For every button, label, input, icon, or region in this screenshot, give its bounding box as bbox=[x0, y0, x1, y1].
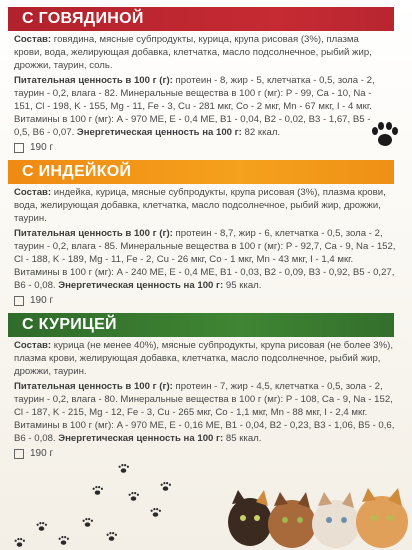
section-body bbox=[0, 31, 412, 154]
weight-label: 190 г bbox=[30, 142, 54, 153]
nutrition-text: Питательная ценность в 100 г (г): протеин - 7, жир - 4,5, клетчатка - 0,5, зола - 2, таурин - 0,2, влага - 80. Минеральные вещества в 100 г (мг): P - 108, Ca - 9, Na - 152, Cl - 187, K - 215, Mg - 12, Fe - 3, Cu - 265 мкг, Co - 1,1 мкг, Mn - 88 мкг, I - 2,4 мкг. Витамины в 100 г (мг): A - 970 МЕ, E - 0,16 МЕ, B1 - 0,04, B2 - 0,23, B3 - 1,06, B5 - 0,6, B6 - 0,08. Энергетическая ценность на 100 г: 85 ккал. bbox=[14, 381, 395, 444]
section-body bbox=[0, 184, 412, 307]
section-title: С ГОВЯДИНОЙ bbox=[8, 7, 394, 31]
kittens-photo bbox=[222, 460, 412, 550]
weight-label: 190 г bbox=[30, 295, 54, 306]
paw-trail-icon bbox=[0, 452, 230, 550]
section-turkey bbox=[0, 160, 412, 307]
nutrition-text: Питательная ценность в 100 г (г): протеин - 8, жир - 5, клетчатка - 0,5, зола - 2, таурин - 0,2, влага - 82. Минеральные вещества в 100 г (мг): P - 99, Ca - 10, Na - 151, Cl - 198, K - 155, Mg - 11, Fe - 3, Cu - 281 мкг, Co - 2 мкг, Mn - 67 мкг, I - 4 мкг. Витамины в 100 г (мг): A - 970 МЕ, E - 0,4 МЕ, B1 - 0,04, B2 - 0,02, B3 - 1,67, B5 - 0,5, B6 - 0,07. Энергетическая ценность на 100 г: 82 ккал. bbox=[14, 75, 375, 138]
composition-text: Состав: индейка, курица, мясные субпродукты, крупа рисовая (3%), плазма крови, вода, желирующая добавка, клетчатка, масло подсолнечное, рыбий жир, дрожжи, таурин. bbox=[14, 187, 386, 224]
composition-text: Состав: говядина, мясные субпродукты, курица, крупа рисовая (3%), плазма крови, вода, желирующая добавка, клетчатка, масло подсолнечное, рыбий жир, дрожжи, таурин, соль. bbox=[14, 34, 372, 71]
nutrition-text: Питательная ценность в 100 г (г): протеин - 8,7, жир - 6, клетчатка - 0,5, зола - 2, таурин - 0,2, влага - 85. Минеральные вещества в 100 г (мг): P - 92,7, Ca - 9, Na - 152, Cl - 188, K - 189, Mg - 11, Fe - 2, Cu - 26 мкг, Co - 1 мкг, Mn - 43 мкг, I - 1,4 мкг. Витамины в 100 г (мг): A - 240 МЕ, E - 0,4 МЕ, B1 - 0,03, B2 - 0,09, B3 - 0,92, B5 - 0,27, B6 - 0,08. Энергетическая ценность на 100 г: 95 ккал. bbox=[14, 228, 396, 291]
section-body bbox=[0, 337, 412, 460]
weight-label: 190 г bbox=[30, 448, 54, 459]
section-beef bbox=[0, 0, 412, 154]
weight-row bbox=[14, 294, 398, 307]
package-checkbox-icon bbox=[14, 143, 24, 153]
paw-print-icon bbox=[368, 118, 402, 152]
section-title: С ИНДЕЙКОЙ bbox=[8, 160, 394, 184]
weight-row bbox=[14, 141, 384, 154]
composition-text: Состав: курица (не менее 40%), мясные субпродукты, крупа рисовая (не более 3%), плазма крови, желирующая добавка, клетчатка, масло подсолнечное, рыбий жир, дрожжи, таурин. bbox=[14, 340, 394, 377]
package-checkbox-icon bbox=[14, 296, 24, 306]
section-title: С КУРИЦЕЙ bbox=[8, 313, 394, 337]
section-chicken bbox=[0, 313, 412, 460]
